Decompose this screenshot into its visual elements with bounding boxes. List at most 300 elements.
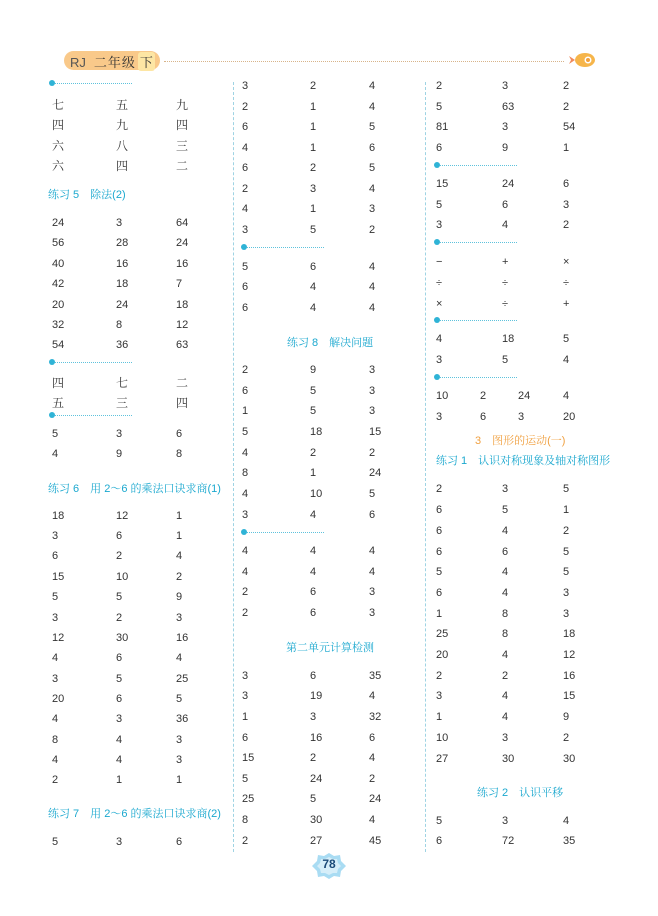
answer-cell: 3 [563, 608, 570, 620]
answer-cell: × [436, 298, 443, 310]
answer-cell: 1 [310, 121, 317, 133]
section-title: 练习 2 认识平移 [477, 787, 564, 799]
answer-cell: 3 [502, 80, 509, 92]
answer-cell: 9 [502, 142, 509, 154]
answer-cell: 5 [369, 488, 376, 500]
answer-cell: 6 [242, 281, 249, 293]
answer-cell: 2 [310, 447, 317, 459]
answer-cell: + [563, 298, 570, 310]
answer-cell: 18 [310, 426, 323, 438]
answer-cell: 3 [369, 203, 376, 215]
column-divider [425, 82, 426, 852]
answer-cell: 30 [116, 632, 129, 644]
answer-cell: 1 [116, 774, 123, 786]
answer-cell: 3 [242, 80, 249, 92]
answer-cell: 4 [242, 447, 249, 459]
answer-cell: 6 [369, 142, 376, 154]
section-title: 练习 5 除法(2) [48, 189, 126, 201]
answer-cell: 5 [563, 333, 570, 345]
answer-cell: 4 [52, 713, 59, 725]
answer-cell: 4 [369, 302, 376, 314]
answer-cell: 2 [563, 732, 570, 744]
answer-cell: 8 [242, 467, 249, 479]
answer-cell: 5 [310, 405, 317, 417]
answer-cell: 35 [563, 835, 576, 847]
answer-cell: 4 [116, 754, 123, 766]
answer-cell: 6 [436, 142, 443, 154]
answer-cell: 5 [52, 836, 59, 848]
answer-cell: 5 [563, 483, 570, 495]
answer-cell: 8 [242, 814, 249, 826]
answer-cell: 8 [176, 448, 183, 460]
answer-cell: 6 [436, 504, 443, 516]
answer-cell: 四 [52, 376, 65, 390]
answer-cell: 4 [242, 203, 249, 215]
answer-cell: 5 [369, 121, 376, 133]
answer-cell: 3 [369, 405, 376, 417]
answer-cell: 6 [436, 835, 443, 847]
answer-cell: 5 [176, 693, 183, 705]
answer-cell: 12 [52, 632, 65, 644]
answer-cell: 81 [436, 121, 449, 133]
answer-cell: 1 [176, 530, 183, 542]
answer-cell: 2 [436, 483, 443, 495]
answer-cell: 4 [176, 550, 183, 562]
answer-cell: 4 [563, 815, 570, 827]
answer-cell: 12 [176, 319, 189, 331]
answer-cell: 9 [310, 364, 317, 376]
header-title [70, 52, 155, 71]
answer-cell: 4 [116, 734, 123, 746]
answer-cell: 2 [563, 525, 570, 537]
answer-cell: 5 [310, 224, 317, 236]
answer-cell: 54 [52, 339, 65, 351]
answer-cell: 4 [310, 545, 317, 557]
answer-cell: 5 [436, 101, 443, 113]
answer-cell: 3 [369, 364, 376, 376]
answer-cell: 2 [310, 752, 317, 764]
answer-cell: 6 [242, 302, 249, 314]
answer-cell: 3 [563, 587, 570, 599]
answer-cell: 4 [242, 142, 249, 154]
answer-cell: 25 [176, 673, 189, 685]
answer-cell: 6 [502, 199, 509, 211]
answer-cell: 56 [52, 237, 65, 249]
answer-cell: 9 [116, 448, 123, 460]
answer-cell: 15 [52, 571, 65, 583]
answer-cell: 6 [480, 411, 487, 423]
answer-cell: 3 [436, 354, 443, 366]
answer-cell: 5 [436, 199, 443, 211]
answer-cell: 4 [242, 488, 249, 500]
answer-cell: 16 [310, 732, 323, 744]
answer-cell: 5 [242, 261, 249, 273]
answer-cell: 5 [502, 354, 509, 366]
answer-cell: 4 [563, 354, 570, 366]
answer-cell: 1 [436, 711, 443, 723]
answer-cell: 3 [242, 690, 249, 702]
answer-cell: 4 [502, 690, 509, 702]
answer-cell: 3 [52, 673, 59, 685]
answer-cell: 1 [563, 504, 570, 516]
answer-cell: 7 [176, 278, 183, 290]
answer-cell: 2 [436, 80, 443, 92]
section-divider [52, 83, 132, 84]
answer-cell: 8 [502, 628, 509, 640]
section-title: 练习 7 用 2～6 的乘法口诀求商(2) [48, 808, 221, 820]
answer-cell: 2 [369, 773, 376, 785]
answer-cell: 4 [436, 333, 443, 345]
answer-cell: 5 [369, 162, 376, 174]
answer-cell: 3 [116, 713, 123, 725]
answer-cell: + [502, 256, 509, 268]
answer-cell: 6 [436, 587, 443, 599]
answer-cell: 25 [242, 793, 255, 805]
answer-cell: 63 [502, 101, 515, 113]
section-title: 3 图形的运动(一) [475, 435, 566, 447]
answer-cell: 4 [502, 587, 509, 599]
answer-cell: 3 [116, 217, 123, 229]
answer-cell: 3 [436, 411, 443, 423]
answer-cell: 2 [242, 835, 249, 847]
answer-cell: 5 [52, 428, 59, 440]
answer-cell: 10 [436, 390, 449, 402]
answer-cell: 5 [563, 566, 570, 578]
answer-cell: 3 [310, 183, 317, 195]
answer-cell: 3 [502, 815, 509, 827]
column-divider [233, 82, 234, 852]
answer-cell: 3 [242, 670, 249, 682]
answer-cell: 4 [52, 652, 59, 664]
answer-cell: 19 [310, 690, 323, 702]
answer-cell: 5 [310, 385, 317, 397]
section-divider [437, 165, 517, 166]
answer-cell: 10 [310, 488, 323, 500]
answer-cell: 六 [52, 159, 65, 173]
answer-cell: 六 [52, 139, 65, 153]
answer-cell: 5 [436, 815, 443, 827]
answer-cell: ÷ [436, 277, 443, 289]
answer-cell: 九 [176, 98, 189, 112]
answer-cell: 4 [242, 545, 249, 557]
answer-cell: 24 [52, 217, 65, 229]
answer-cell: 16 [176, 258, 189, 270]
answer-cell: 64 [176, 217, 189, 229]
answer-cell: 五 [116, 98, 129, 112]
answer-cell: 5 [116, 591, 123, 603]
answer-cell: 3 [116, 836, 123, 848]
answer-cell: 10 [116, 571, 129, 583]
answer-cell: 3 [176, 612, 183, 624]
answer-cell: 36 [176, 713, 189, 725]
answer-cell: 2 [176, 571, 183, 583]
section-divider [52, 415, 132, 416]
answer-cell: 27 [436, 753, 449, 765]
answer-cell: 42 [52, 278, 65, 290]
section-divider [437, 242, 517, 243]
answer-cell: 10 [436, 732, 449, 744]
answer-cell: 6 [52, 550, 59, 562]
answer-cell: 9 [176, 591, 183, 603]
answer-cell: 3 [176, 734, 183, 746]
answer-cell: 5 [502, 504, 509, 516]
answer-cell: 4 [369, 545, 376, 557]
answer-cell: 2 [52, 774, 59, 786]
answer-cell: 6 [116, 652, 123, 664]
answer-cell: 6 [116, 530, 123, 542]
answer-cell: 3 [502, 483, 509, 495]
answer-cell: 4 [502, 711, 509, 723]
answer-cell: 3 [436, 690, 443, 702]
answer-cell: 4 [502, 566, 509, 578]
answer-cell: 6 [176, 428, 183, 440]
answer-cell: 4 [369, 80, 376, 92]
answer-cell: 1 [310, 203, 317, 215]
answer-cell: 20 [52, 299, 65, 311]
answer-cell: 5 [116, 673, 123, 685]
section-title: 第二单元计算检测 [286, 642, 374, 654]
answer-cell: 3 [369, 385, 376, 397]
answer-cell: 1 [310, 142, 317, 154]
answer-cell: 3 [502, 121, 509, 133]
answer-cell: 2 [116, 612, 123, 624]
answer-cell: 4 [242, 566, 249, 578]
answer-cell: 3 [502, 732, 509, 744]
answer-cell: 4 [369, 814, 376, 826]
answer-cell: 20 [52, 693, 65, 705]
answer-cell: 32 [52, 319, 65, 331]
answer-cell: 4 [502, 525, 509, 537]
answer-cell: 1 [242, 711, 249, 723]
answer-cell: 24 [518, 390, 531, 402]
answer-cell: 4 [369, 101, 376, 113]
answer-cell: 16 [176, 632, 189, 644]
answer-cell: 四 [52, 118, 65, 132]
answer-cell: 2 [369, 447, 376, 459]
answer-cell: 2 [563, 219, 570, 231]
answer-cell: 4 [369, 690, 376, 702]
answer-cell: 20 [563, 411, 576, 423]
section-divider [437, 320, 517, 321]
answer-cell: 8 [502, 608, 509, 620]
answer-cell: 2 [242, 607, 249, 619]
answer-cell: 2 [369, 224, 376, 236]
answer-cell: 4 [52, 448, 59, 460]
answer-cell: 6 [310, 670, 317, 682]
section-divider [437, 377, 517, 378]
answer-cell: 20 [436, 649, 449, 661]
answer-cell: 32 [369, 711, 382, 723]
answer-cell: 45 [369, 835, 382, 847]
answer-cell: 3 [242, 224, 249, 236]
answer-cell: 6 [242, 121, 249, 133]
answer-cell: 6 [116, 693, 123, 705]
answer-cell: 6 [369, 509, 376, 521]
answer-cell: 二 [176, 159, 189, 173]
answer-cell: 2 [116, 550, 123, 562]
answer-cell: 6 [436, 546, 443, 558]
answer-cell: 3 [369, 607, 376, 619]
answer-cell: 4 [176, 652, 183, 664]
answer-cell: 4 [310, 302, 317, 314]
answer-cell: 3 [242, 509, 249, 521]
answer-cell: 2 [502, 670, 509, 682]
answer-cell: 4 [563, 390, 570, 402]
answer-cell: 18 [176, 299, 189, 311]
header-dotted-line [164, 61, 564, 62]
answer-cell: 九 [116, 118, 129, 132]
answer-cell: 36 [116, 339, 129, 351]
answer-cell: 五 [52, 396, 65, 410]
answer-cell: 四 [176, 396, 189, 410]
answer-cell: 30 [310, 814, 323, 826]
answer-cell: 15 [436, 178, 449, 190]
answer-cell: 35 [369, 670, 382, 682]
answer-cell: 6 [242, 162, 249, 174]
answer-cell: 3 [52, 530, 59, 542]
answer-cell: 2 [242, 101, 249, 113]
answer-cell: 1 [176, 510, 183, 522]
volume-label: 下 [138, 52, 155, 71]
answer-cell: 54 [563, 121, 576, 133]
answer-cell: 15 [563, 690, 576, 702]
answer-cell: 3 [518, 411, 525, 423]
section-title: 练习 6 用 2～6 的乘法口诀求商(1) [48, 483, 221, 495]
answer-cell: 3 [52, 612, 59, 624]
answer-cell: 6 [310, 607, 317, 619]
answer-cell: 七 [52, 98, 65, 112]
answer-cell: 2 [563, 101, 570, 113]
answer-cell: 28 [116, 237, 129, 249]
answer-cell: 24 [176, 237, 189, 249]
answer-cell: 2 [242, 183, 249, 195]
edition-label: RJ [70, 55, 86, 70]
answer-cell: 8 [116, 319, 123, 331]
answer-cell: 24 [116, 299, 129, 311]
answer-cell: 27 [310, 835, 323, 847]
page-number: 78 [322, 857, 336, 871]
answer-cell: 24 [369, 467, 382, 479]
answer-cell: 三 [176, 139, 189, 153]
grade-label: 二年级 [93, 55, 136, 70]
answer-cell: 4 [52, 754, 59, 766]
answer-cell: 18 [116, 278, 129, 290]
answer-cell: 25 [436, 628, 449, 640]
answer-cell: 三 [116, 396, 129, 410]
answer-cell: 4 [310, 566, 317, 578]
section-title: 练习 1 认识对称现象及轴对称图形 [436, 455, 611, 467]
answer-cell: 6 [176, 836, 183, 848]
answer-cell: 4 [502, 649, 509, 661]
answer-cell: 5 [436, 566, 443, 578]
answer-cell: 七 [116, 376, 129, 390]
answer-cell: 9 [563, 711, 570, 723]
answer-cell: 40 [52, 258, 65, 270]
answer-cell: 4 [369, 261, 376, 273]
answer-cell: 2 [310, 80, 317, 92]
answer-cell: 8 [52, 734, 59, 746]
answer-cell: 6 [310, 586, 317, 598]
answer-cell: 4 [502, 219, 509, 231]
answer-cell: 16 [116, 258, 129, 270]
answer-cell: 5 [242, 773, 249, 785]
answer-cell: 1 [242, 405, 249, 417]
answer-cell: ÷ [563, 277, 570, 289]
answer-cell: 2 [563, 80, 570, 92]
answer-cell: 15 [242, 752, 255, 764]
section-title: 练习 8 解决问题 [287, 337, 374, 349]
answer-cell: 1 [563, 142, 570, 154]
answer-cell: 30 [563, 753, 576, 765]
answer-cell: 30 [502, 753, 515, 765]
answer-cell: 6 [242, 385, 249, 397]
answer-cell: 3 [369, 586, 376, 598]
answer-cell: 18 [502, 333, 515, 345]
answer-cell: 15 [369, 426, 382, 438]
answer-cell: 3 [116, 428, 123, 440]
answer-cell: 6 [436, 525, 443, 537]
answer-cell: 2 [242, 586, 249, 598]
answer-cell: 1 [176, 774, 183, 786]
answer-cell: − [436, 256, 443, 268]
answer-cell: 4 [310, 281, 317, 293]
answer-cell: 1 [436, 608, 443, 620]
answer-cell: 1 [310, 101, 317, 113]
answer-cell: 2 [436, 670, 443, 682]
answer-cell: ÷ [502, 277, 509, 289]
answer-cell: 6 [242, 732, 249, 744]
answer-cell: 24 [369, 793, 382, 805]
answer-cell: 3 [310, 711, 317, 723]
answer-cell: 4 [369, 566, 376, 578]
answer-cell: 5 [242, 426, 249, 438]
answer-cell: 18 [563, 628, 576, 640]
answer-cell: 5 [310, 793, 317, 805]
answer-cell: 4 [369, 183, 376, 195]
answer-cell: 72 [502, 835, 515, 847]
answer-cell: 八 [116, 139, 129, 153]
answer-cell: 18 [52, 510, 65, 522]
answer-cell: 4 [369, 752, 376, 764]
answer-cell: 24 [502, 178, 515, 190]
answer-cell: 24 [310, 773, 323, 785]
answer-cell: 6 [502, 546, 509, 558]
answer-cell: 2 [242, 364, 249, 376]
answer-cell: 16 [563, 670, 576, 682]
answer-cell: × [563, 256, 570, 268]
answer-cell: 二 [176, 376, 189, 390]
section-divider [244, 247, 324, 248]
answer-cell: 四 [176, 118, 189, 132]
answer-cell: 5 [563, 546, 570, 558]
answer-cell: 3 [436, 219, 443, 231]
section-divider [52, 362, 132, 363]
answer-cell: 5 [52, 591, 59, 603]
answer-cell: ÷ [502, 298, 509, 310]
answer-cell: 63 [176, 339, 189, 351]
answer-cell: 6 [563, 178, 570, 190]
answer-cell: 1 [310, 467, 317, 479]
answer-cell: 12 [563, 649, 576, 661]
answer-cell: 12 [116, 510, 129, 522]
answer-cell: 6 [369, 732, 376, 744]
answer-cell: 四 [116, 159, 129, 173]
answer-cell: 2 [310, 162, 317, 174]
answer-cell: 3 [176, 754, 183, 766]
answer-cell: 6 [310, 261, 317, 273]
section-divider [244, 532, 324, 533]
answer-cell: 3 [563, 199, 570, 211]
